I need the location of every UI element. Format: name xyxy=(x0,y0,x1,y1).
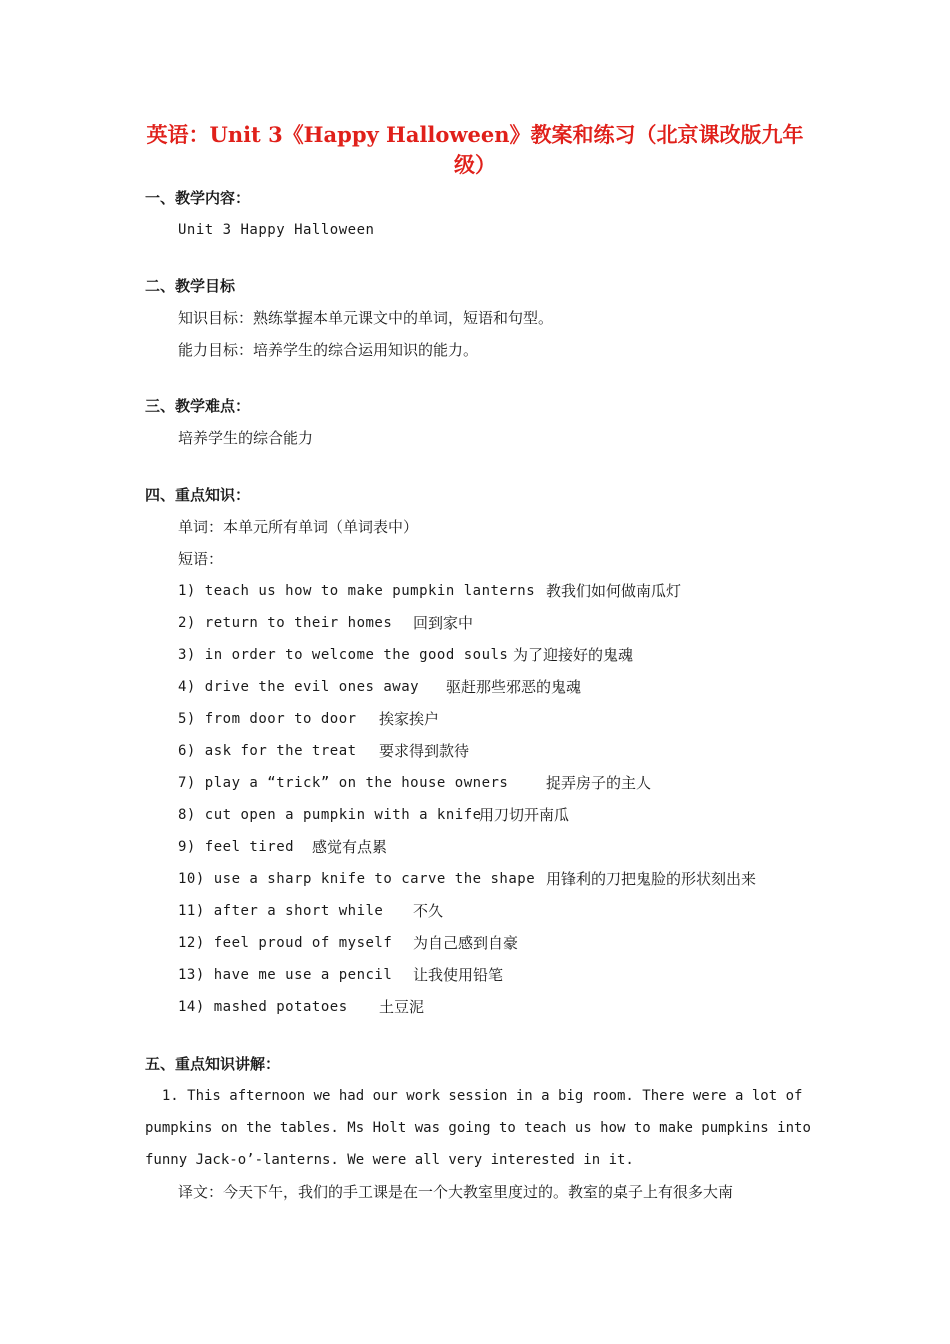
phrase-en: 3) in order to welcome the good souls xyxy=(178,647,509,663)
phrase-zh: 感觉有点累 xyxy=(312,838,388,856)
phrase-zh: 回到家中 xyxy=(413,614,474,632)
phrase-en: 8) cut open a pumpkin with a knife xyxy=(178,807,482,823)
phrase-zh: 用刀切开南瓜 xyxy=(479,806,570,824)
phrase-en: 2) return to their homes xyxy=(178,615,393,631)
phrase-zh: 用锋利的刀把鬼脸的形状刻出来 xyxy=(546,870,757,888)
phrase-en: 7) play a “trick” on the house owners xyxy=(178,775,509,791)
translation-line: 译文：今天下午，我们的手工课是在一个大教室里度过的。教室的桌子上有很多大南 xyxy=(178,1183,734,1201)
document-title xyxy=(140,120,810,180)
phrase-zh: 土豆泥 xyxy=(379,998,425,1016)
section-4-heading: 四、重点知识： xyxy=(145,486,251,504)
phrase-en: 5) from door to door xyxy=(178,711,357,727)
phrase-en: 1) teach us how to make pumpkin lanterns xyxy=(178,583,536,599)
section-1-body: Unit 3 Happy Halloween xyxy=(178,222,375,238)
phrase-zh: 教我们如何做南瓜灯 xyxy=(546,582,682,600)
phrase-zh: 不久 xyxy=(413,902,444,920)
phrases-label: 短语： xyxy=(178,550,224,568)
phrase-zh: 捉弄房子的主人 xyxy=(546,774,652,792)
section-3-body: 培养学生的综合能力 xyxy=(178,429,314,447)
section-2-heading: 二、教学目标 xyxy=(145,277,236,295)
phrase-en: 13) have me use a pencil xyxy=(178,967,393,983)
phrase-en: 14) mashed potatoes xyxy=(178,999,348,1015)
phrase-en: 6) ask for the treat xyxy=(178,743,357,759)
section-5-heading: 五、重点知识讲解： xyxy=(145,1055,281,1073)
paragraph-line: funny Jack-o’-lanterns. We were all very interested in it. xyxy=(145,1152,634,1168)
phrase-en: 4) drive the evil ones away xyxy=(178,679,420,695)
section-3-heading: 三、教学难点： xyxy=(145,397,251,415)
title-line-2: 级） xyxy=(454,152,496,177)
phrase-zh: 为了迎接好的鬼魂 xyxy=(513,646,634,664)
words-line: 单词：本单元所有单词（单词表中） xyxy=(178,518,419,536)
title-line-1: 英语：Unit 3《Happy Halloween》教案和练习（北京课改版九年 xyxy=(146,122,804,147)
phrase-en: 10) use a sharp knife to carve the shape xyxy=(178,871,536,887)
phrase-en: 11) after a short while xyxy=(178,903,384,919)
knowledge-goal: 知识目标：熟练掌握本单元课文中的单词，短语和句型。 xyxy=(178,309,554,327)
section-1-heading: 一、教学内容： xyxy=(145,189,251,207)
phrase-en: 12) feel proud of myself xyxy=(178,935,393,951)
phrase-en: 9) feel tired xyxy=(178,839,295,855)
ability-goal: 能力目标：培养学生的综合运用知识的能力。 xyxy=(178,341,479,359)
paragraph-line: pumpkins on the tables. Ms Holt was going to teach us how to make pumpkins into xyxy=(145,1120,811,1136)
phrase-zh: 让我使用铅笔 xyxy=(413,966,504,984)
paragraph-line: 1. This afternoon we had our work session in a big room. There were a lot of xyxy=(145,1088,803,1104)
phrase-zh: 要求得到款待 xyxy=(379,742,470,760)
phrase-zh: 驱赶那些邪恶的鬼魂 xyxy=(446,678,582,696)
phrase-zh: 挨家挨户 xyxy=(379,710,440,728)
phrase-zh: 为自己感到自豪 xyxy=(413,934,519,952)
